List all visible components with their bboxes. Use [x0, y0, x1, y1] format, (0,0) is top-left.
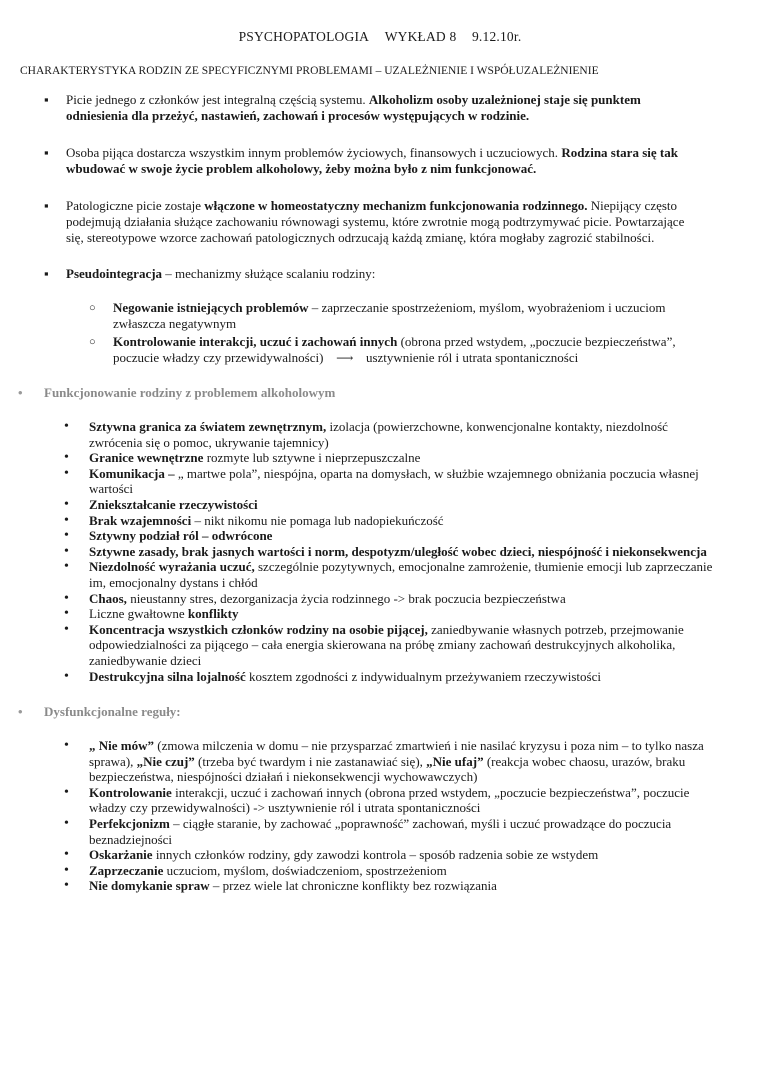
s2-item-bold: Niezdolność wyrażania uczuć,	[89, 559, 255, 575]
s2-item	[0, 450, 760, 466]
s3-item	[0, 863, 760, 879]
bullet-2-bold: Rodzina stara się tak wbudować w swoje życie problem alkoholowy, żeby można było z nim funkcjonować.	[66, 145, 678, 176]
s2-item-text: nieustanny stres, dezorganizacja życia rodzinnego -> brak poczucia bezpieczeństwa	[126, 590, 566, 606]
header-subject: PSYCHOPATOLOGIA	[238, 29, 370, 44]
s2-item	[0, 466, 760, 497]
section3-list	[0, 738, 760, 894]
s2-item	[0, 669, 760, 685]
arrow-icon: ⟶	[336, 351, 354, 365]
s2-item	[0, 419, 760, 450]
section2-list	[0, 419, 760, 684]
bullet-4	[0, 266, 760, 282]
section-title: CHARAKTERYSTYKA RODZIN ZE SPECYFICZNYMI PROBLEMAMI – UZALEŻNIENIE I WSPÓŁUZALEŻNIENIE	[20, 65, 599, 77]
s2-item	[0, 544, 760, 560]
bullet-4-bold: Pseudointegracja	[66, 266, 163, 281]
s2-item	[0, 528, 760, 544]
bullet-4-post: – mechanizmy służące scalaniu rodziny:	[162, 266, 376, 281]
s2-item-bold: Destrukcyjna silna lojalność	[89, 668, 246, 684]
s3-item-text: innych członków rodziny, gdy zawodzi kontrola – sposób radzenia sobie ze wstydem	[152, 847, 599, 863]
s2-item-bold: konflikty	[187, 606, 239, 622]
s3-item-bold: Perfekcjonizm	[89, 816, 170, 832]
s3-item-bold: „ Nie mów”	[89, 738, 154, 754]
pseudo-sub-2	[0, 334, 760, 366]
pseudo-sub-1-bold: Negowanie istniejących problemów	[113, 300, 309, 315]
s3-item-text: – przez wiele lat chroniczne konflikty bez rozwiązania	[209, 878, 497, 894]
s2-item-bold: Koncentracja wszystkich członków rodziny na osobie pijącej,	[89, 621, 428, 637]
s3-item-bold: „Nie czuj”	[136, 753, 195, 769]
s2-item-text: „ martwe pola”, niespójna, oparta na domysłach, w służbie wzajemnego obniżania poczucia własnej wartości	[89, 465, 699, 497]
bullet-1-normal: Picie jednego z członków jest integralną częścią systemu.	[66, 92, 369, 107]
bullet-3	[0, 198, 760, 246]
pseudo-sub-1	[0, 300, 760, 332]
s2-item-bold: Sztywny podział ról – odwrócone	[89, 528, 273, 544]
pseudo-sub-1-post: – zaprzeczanie spostrzeżeniom, myślom, wyobrażeniom i uczuciom zwłaszcza negatywnym	[113, 300, 666, 331]
s3-item-text: (reakcja wobec chaosu, urazów, braku bezpieczeństwa, niespójności działań i niekonsekwencji wychowawczych)	[89, 753, 686, 785]
bullet-2-normal: Osoba pijąca dostarcza wszystkim innym problemów życiowych, finansowych i uczuciowych.	[66, 145, 562, 160]
s2-item	[0, 513, 760, 529]
s3-item-bold: Oskarżanie	[89, 847, 153, 863]
pseudo-sub-2-bold: Kontrolowanie interakcji, uczuć i zachowań innych	[113, 334, 398, 349]
document-content	[0, 92, 760, 894]
header-lecture: WYKŁAD 8	[384, 29, 457, 44]
bullet-1	[0, 92, 760, 124]
bullet-3-bold: włączone w homeostatyczny mechanizm funkcjonowania rodzinnego.	[204, 198, 588, 213]
s3-item-text: uczuciom, myślom, doświadczeniom, spostrzeżeniom	[163, 862, 447, 878]
s2-item-text: izolacja (powierzchowne, konwencjonalne kontakty, niezdolność zwrócenia się o pomoc, ukrywanie tajemnicy)	[89, 419, 668, 450]
s3-item-text: (zmowa milczenia w domu – nie przysparzać zmartwień i nie nasilać kryzysu i poza nim – to tylko nasza sprawa),	[89, 738, 704, 769]
s2-item-text: – nikt nikomu nie pomaga lub nadopiekuńczość	[191, 512, 444, 528]
s2-item-bold: Zniekształcanie rzeczywistości	[89, 496, 258, 512]
s2-item-text: rozmyte lub sztywne i nieprzepuszczalne	[203, 450, 421, 466]
s2-item-bold: Brak wzajemności	[89, 512, 192, 528]
s3-item-text: (trzeba być twardym i nie zastanawiać się),	[194, 753, 427, 769]
bullet-3-pre: Patologiczne picie zostaje	[66, 198, 205, 213]
s3-item-bold: Nie domykanie spraw	[89, 878, 210, 894]
s3-item-text: – ciągłe staranie, by zachować „poprawność” zachowań, myśli i uczuć prowadzące do poczucia beznadziejności	[89, 816, 672, 847]
s2-item	[0, 591, 760, 607]
s3-item-text: interakcji, uczuć i zachowań innych (obrona przed wstydem, „poczucie bezpieczeństwa”, poczucie władzy czy przewidywalności) -> usztywnienie ról i utrata spontaniczności	[89, 784, 690, 816]
s2-item-bold: Sztywne zasady, brak jasnych wartości i norm, despotyzm/uległość wobec dzieci, niespójność i niekonsekwencja	[89, 543, 707, 559]
s2-item-text: zaniedbywanie własnych potrzeb, przejmowanie odpowiedzialności za pijącego – cała energia skierowana na próbę zmiany zachowań destrukcyjnych alkoholika, zaniedbywanie dzieci	[89, 621, 684, 668]
s3-item-bold: Kontrolowanie	[89, 784, 172, 800]
bullet-2	[0, 145, 760, 177]
pseudo-sub-2-post: (obrona przed wstydem, „poczucie bezpieczeństwa”, poczucie władzy czy przewidywalności)	[113, 334, 676, 365]
s2-item	[0, 606, 760, 622]
s3-item	[0, 785, 760, 816]
s3-item	[0, 847, 760, 863]
s2-item	[0, 559, 760, 590]
document-header	[0, 29, 760, 45]
s2-item-bold: Chaos,	[89, 590, 127, 606]
section3-title: • Dysfunkcjonalne reguły:	[0, 704, 760, 720]
s2-item-pre: Liczne gwałtowne	[89, 606, 188, 622]
s2-item-bold: Granice wewnętrzne	[89, 450, 204, 466]
s2-item-text: szczególnie pozytywnych, emocjonalne zamrożenie, tłumienie emocji lub zaprzeczanie im, emocjonalny dystans i chłód	[89, 559, 713, 590]
bullet-3-post: Niepijący często podejmują działania służące zachowaniu równowagi systemu, które zwrotnie mogą podtrzymywać picie. Powtarzające się, stereotypowe wzorce zachowań patologicznych odrzucają każdą zmianę, która mogłaby zagrozić stabilności.	[66, 198, 685, 245]
s2-item-bold: Sztywna granica za światem zewnętrznym,	[89, 419, 327, 434]
s2-item	[0, 497, 760, 513]
s2-item-bold: Komunikacja –	[89, 465, 178, 481]
s3-item	[0, 738, 760, 785]
s3-item	[0, 816, 760, 847]
s3-item	[0, 878, 760, 894]
s3-item-bold: Zaprzeczanie	[89, 862, 164, 878]
section2-title: • Funkcjonowanie rodziny z problemem alkoholowym	[0, 385, 760, 401]
s3-item-bold: „Nie ufaj”	[426, 753, 484, 769]
s2-item	[0, 622, 760, 669]
bullet-1-bold: Alkoholizm osoby uzależnionej staje się punktem odniesienia dla przeżyć, nastawień, zachowań i procesów występujących w rodzinie.	[66, 92, 641, 123]
pseudo-sub-2-post2: usztywnienie ról i utrata spontaniczności	[365, 350, 579, 365]
s2-item-text: kosztem zgodności z indywidualnym przeżywaniem rzeczywistości	[245, 668, 601, 684]
header-date: 9.12.10r.	[471, 29, 522, 44]
